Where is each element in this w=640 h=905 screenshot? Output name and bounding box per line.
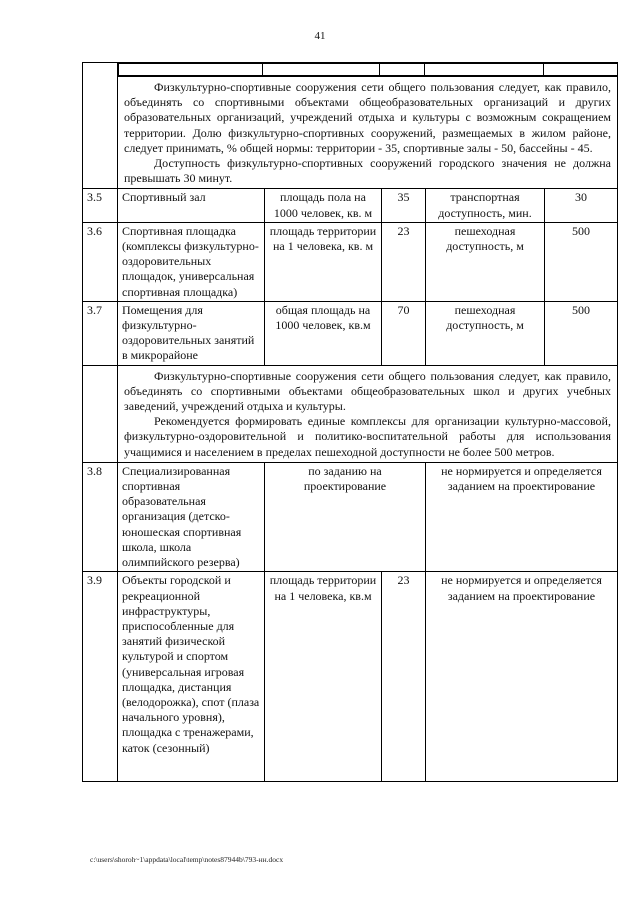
- table-cell: [83, 63, 118, 189]
- note-row: [83, 365, 618, 462]
- row-number: 3.6: [83, 222, 118, 301]
- unit-cell: площадь территории на 1 человека, кв. м: [265, 222, 382, 301]
- row-number: 3.7: [83, 301, 118, 365]
- unit-cell: по заданию на проектирование: [265, 462, 426, 571]
- row-number: 3.8: [83, 462, 118, 571]
- access-unit-cell: пешеходная доступность, м: [426, 301, 545, 365]
- value-cell: 23: [382, 572, 426, 782]
- table-row: [83, 572, 618, 782]
- unit-cell: площадь пола на 1000 человек, кв. м: [265, 189, 382, 222]
- object-name: Спортивная площадка (комплексы физкультурно-оздоровительных площадок, универсальная спортивная площадка): [118, 222, 265, 301]
- object-name: Объекты городской и рекреационной инфраструктуры, приспособленные для занятий физической культурой и спортом (универсальная игровая площадка, дистанция (велодорожка), спот (плаза начального уровня), площадка с тренажерами, каток (сезонный): [118, 572, 265, 782]
- access-unit-cell: пешеходная доступность, м: [426, 222, 545, 301]
- file-path-footer: c:\users\shoroh~1\appdata\local\temp\notes87944b\793-нн.docx: [90, 855, 284, 864]
- note-row: [83, 77, 618, 189]
- table-row: [83, 222, 618, 301]
- table-cell: [118, 63, 618, 77]
- access-value-cell: 30: [545, 189, 618, 222]
- table-row: [83, 63, 618, 77]
- access-cell: не нормируется и определяется заданием на проектирование: [426, 572, 618, 782]
- note-cell: [118, 365, 618, 462]
- note-paragraph: Физкультурно-спортивные сооружения сети общего пользования следует, как правило, объединять со спортивными объектами общеобразовательных организаций и других образовательных организаций, учреждений отдыха и культуры с возможным сокращением территории. Долю физкультурно-спортивных сооружений, размещаемых в жилом районе, следует принимать, % общей нормы: территории - 35, спортивные залы - 50, бассейны - 45.: [124, 80, 611, 155]
- header-strip: [118, 63, 617, 76]
- table-row: [83, 301, 618, 365]
- value-cell: 23: [382, 222, 426, 301]
- object-name: Специализированная спортивная образовательная организация (детско-юношеская спортивная школа, школа олимпийского резерва): [118, 462, 265, 571]
- value-cell: 70: [382, 301, 426, 365]
- row-number: 3.9: [83, 572, 118, 782]
- page-number: 41: [314, 30, 326, 42]
- table-cell: [83, 365, 118, 462]
- access-unit-cell: транспортная доступность, мин.: [426, 189, 545, 222]
- note-paragraph: Доступность физкультурно-спортивных сооружений городского значения не должна превышать 30 минут.: [124, 156, 611, 186]
- value-cell: 35: [382, 189, 426, 222]
- access-value-cell: 500: [545, 222, 618, 301]
- norms-table: [82, 62, 618, 782]
- note-cell: [118, 77, 618, 189]
- table-row: [83, 462, 618, 571]
- note-paragraph: Физкультурно-спортивные сооружения сети общего пользования следует, как правило, объединять со спортивными объектами общеобразовательных школ и других учебных заведений, учреждений отдыха и культуры.: [124, 368, 611, 414]
- table-row: [83, 189, 618, 222]
- access-value-cell: 500: [545, 301, 618, 365]
- object-name: Помещения для физкультурно-оздоровительных занятий в микрорайоне: [118, 301, 265, 365]
- row-number: 3.5: [83, 189, 118, 222]
- note-paragraph: Рекомендуется формировать единые комплексы для организации культурно-массовой, физкультурно-оздоровительной и политико-воспитательной работы для использования учащимися и населением в пределах пешеходной доступности не более 500 метров.: [124, 414, 611, 459]
- object-name: Спортивный зал: [118, 189, 265, 222]
- unit-cell: общая площадь на 1000 человек, кв.м: [265, 301, 382, 365]
- access-cell: не нормируется и определяется заданием на проектирование: [426, 462, 618, 571]
- unit-cell: площадь территории на 1 человека, кв.м: [265, 572, 382, 782]
